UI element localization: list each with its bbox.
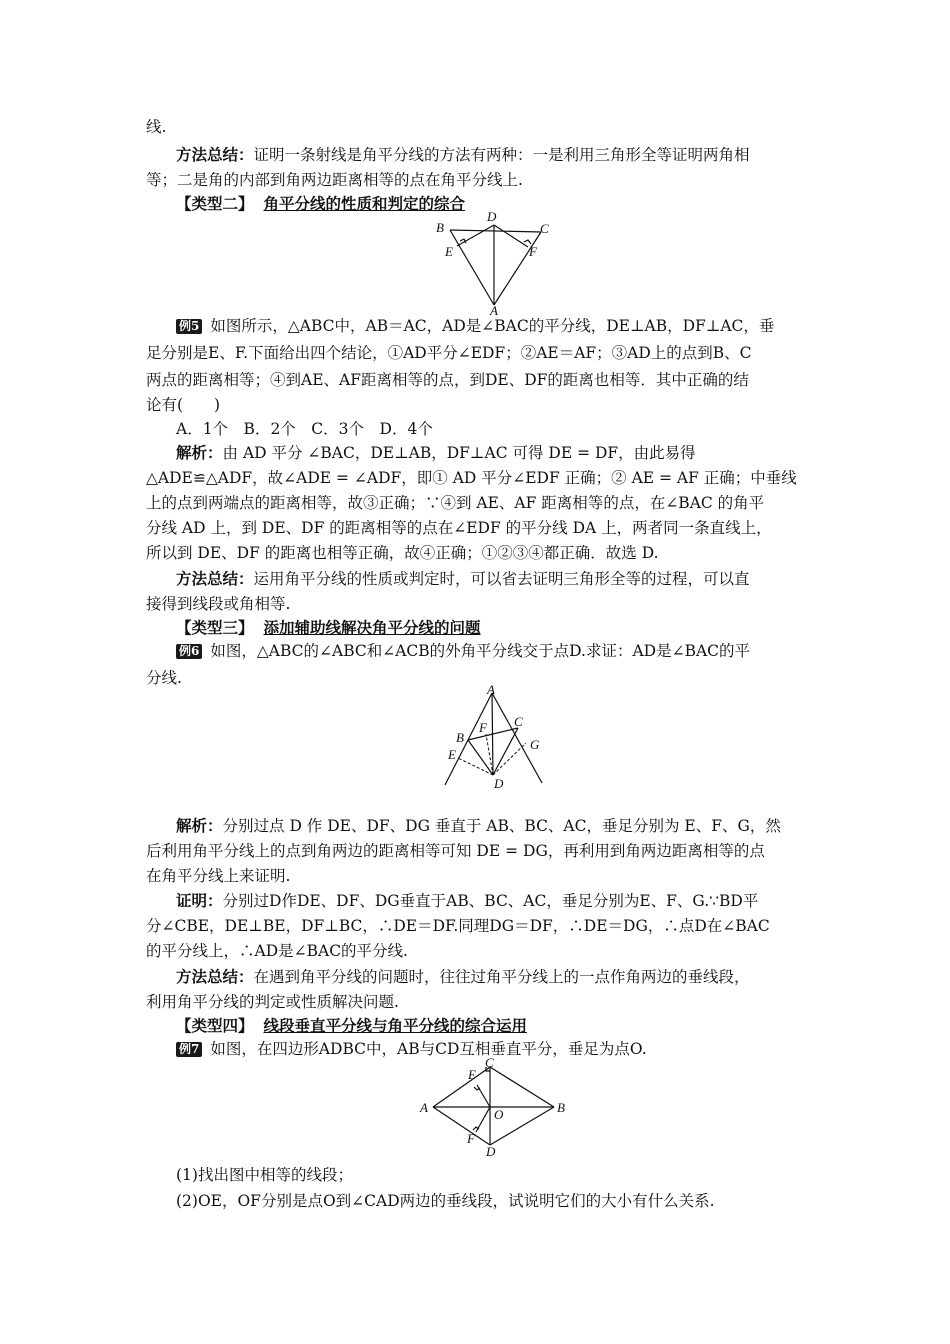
fig1-label: E [445, 244, 453, 259]
answer-options: A．1个 B．2个 C．3个 D．4个 [176, 420, 433, 438]
text-line: 接得到线段或角相等. [146, 595, 291, 613]
fig2-label: E [448, 747, 456, 762]
example-badge: 例7 [176, 1042, 202, 1057]
question-1: (1)找出图中相等的线段； [176, 1166, 353, 1184]
fig2-label: F [479, 720, 487, 735]
text-line: 利用角平分线的判定或性质解决问题. [146, 993, 399, 1011]
fig1-label: C [540, 221, 549, 236]
example-badge: 例5 [176, 319, 202, 334]
fig3-label: F [467, 1131, 475, 1146]
fig2-label: A [487, 682, 495, 697]
text-line: 线. [146, 118, 167, 136]
section-type-4: 【类型四】 线段垂直平分线与角平分线的综合运用 [176, 1016, 528, 1035]
example-7: 例7 如图，在四边形ADBC中，AB与CD互相垂直平分，垂足为点O. [176, 1038, 836, 1060]
fig1-label: D [487, 209, 497, 224]
figure-triangle-abc [430, 210, 560, 320]
text-line: △ADE≌△ADF，故∠ADE = ∠ADF，即① AD 平分∠EDF 正确；② AE = AF 正确；中垂线 [146, 469, 797, 487]
fig1-label: B [436, 220, 444, 235]
fig1-label: A [490, 303, 498, 318]
method-summary-line: 方法总结：证明一条射线是角平分线的方法有两种：一是利用三角形全等证明两角相 [176, 145, 750, 164]
text-line: 分线 AD 上，到 DE、DF 的距离相等的点在∠EDF 的平分线 DA 上，两者同一条直线上， [146, 519, 772, 537]
text-line: 后利用角平分线上的点到角两边的距离相等可知 DE = DG，再利用到角两边距离相等的点 [146, 842, 765, 860]
proof-line: 证明：分别过D作DE、DF、DG垂直于AB、BC、AC，垂足分别为E、F、G.∵BD平 [176, 891, 759, 910]
text-line: 的平分线上，∴AD是∠BAC的平分线. [146, 942, 408, 960]
question-2: (2)OE，OF分别是点O到∠CAD两边的垂线段，试说明它们的大小有什么关系. [176, 1192, 715, 1210]
text-line: 等；二是角的内部到角两边距离相等的点在角平分线上. [146, 171, 523, 189]
text-line: 论有( ) [146, 396, 221, 414]
analysis-line: 解析：分别过点 D 作 DE、DF、DG 垂直于 AB、BC、AC，垂足分别为 E、F、G，然 [176, 816, 781, 835]
text-line: 分线. [146, 669, 182, 687]
analysis-label: 解析： [176, 443, 223, 462]
text-line: 所以到 DE、DF 的距离也相等正确，故④正确；①②③④都正确．故选 D. [146, 544, 659, 562]
example-5: 例5 如图所示，△ABC中，AB＝AC，AD是∠BAC的平分线，DE⊥AB，DF⊥AC，垂 [176, 315, 836, 337]
fig2-label: G [530, 737, 540, 752]
fig3-label: O [494, 1107, 504, 1122]
text-line: 足分别是E、F.下面给出四个结论，①AD平分∠EDF；②AE＝AF；③AD上的点到B、C [146, 344, 752, 362]
text-line: 分∠CBE，DE⊥BE，DF⊥BC，∴DE＝DF.同理DG＝DF，∴DE＝DG，∴点D在∠BAC [146, 917, 770, 935]
fig3-label: D [486, 1144, 496, 1159]
analysis-line: 解析：由 AD 平分 ∠BAC，DE⊥AB，DF⊥AC 可得 DE = DF，由此易得 [176, 443, 696, 462]
text-line: 两点的距离相等；④到AE、AF距离相等的点，到DE、DF的距离也相等．其中正确的结 [146, 371, 749, 389]
fig2-label: C [514, 714, 523, 729]
proof-label: 证明： [176, 891, 223, 910]
text-line: 上的点到两端点的距离相等，故③正确；∵④到 AE、AF 距离相等的点，在∠BAC 的角平 [146, 494, 765, 512]
method-summary-line: 方法总结：运用角平分线的性质或判定时，可以省去证明三角形全等的过程，可以直 [176, 569, 750, 588]
summary-label: 方法总结： [176, 569, 254, 588]
section-type-2: 【类型二】 角平分线的性质和判定的综合 [176, 194, 466, 213]
figure-quadrilateral-adbc [418, 1055, 578, 1160]
fig2-label: D [494, 776, 504, 791]
fig3-label: A [420, 1100, 428, 1115]
example-badge: 例6 [176, 644, 202, 659]
figure-external-bisectors [430, 683, 560, 803]
fig3-label: C [485, 1055, 494, 1070]
example-6: 例6 如图，△ABC的∠ABC和∠ACB的外角平分线交于点D.求证：AD是∠BAC的平 [176, 640, 836, 662]
summary-label: 方法总结： [176, 967, 254, 986]
analysis-label: 解析： [176, 816, 223, 835]
method-summary-line: 方法总结：在遇到角平分线的问题时，往往过角平分线上的一点作角两边的垂线段， [176, 967, 750, 986]
fig3-label: E [468, 1067, 476, 1082]
text-line: 在角平分线上来证明. [146, 867, 291, 885]
section-type-3: 【类型三】 添加辅助线解决角平分线的问题 [176, 618, 481, 637]
fig3-label: B [557, 1100, 565, 1115]
fig2-label: B [456, 730, 464, 745]
fig1-label: F [529, 244, 537, 259]
summary-label: 方法总结： [176, 145, 254, 164]
